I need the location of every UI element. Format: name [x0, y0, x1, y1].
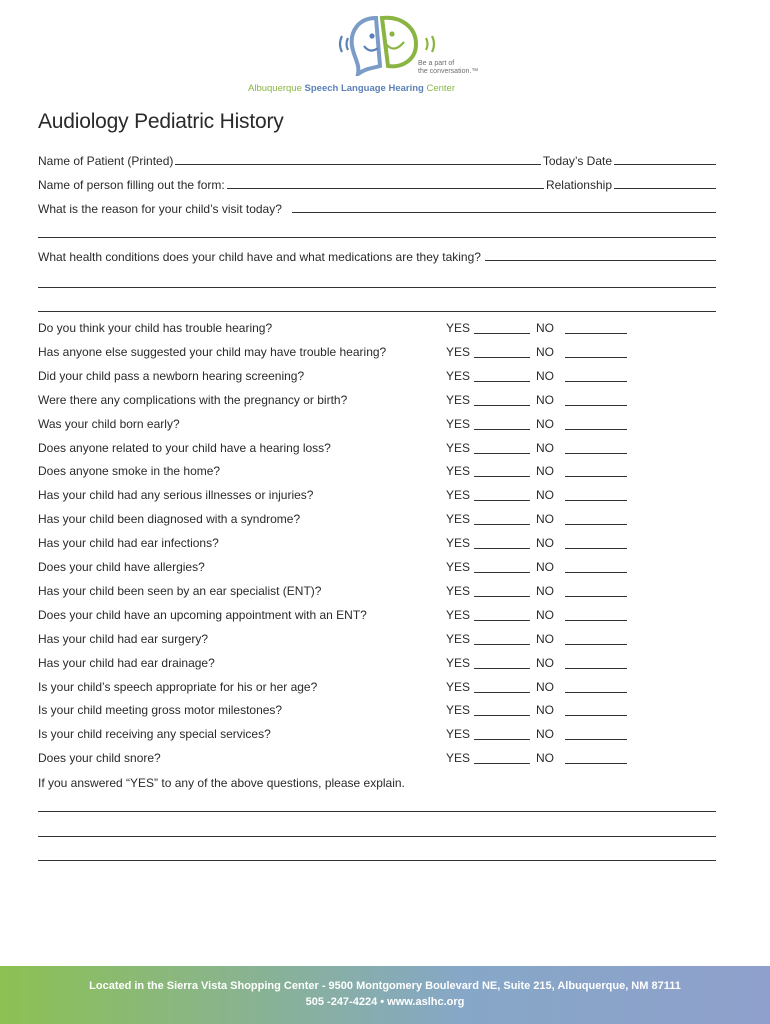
no-label: NO [536, 536, 554, 551]
tagline: Be a part of the conversation.™ [418, 60, 479, 75]
yes-label: YES [446, 631, 471, 646]
no-answer-field[interactable] [565, 548, 627, 549]
yes-answer-field[interactable] [474, 668, 530, 669]
no-label: NO [536, 679, 554, 694]
no-answer-field[interactable] [565, 453, 627, 454]
health-label: What health conditions does your child have and what medications are they taking? [38, 250, 481, 264]
yes-label: YES [446, 727, 471, 742]
yes-label: YES [446, 321, 471, 335]
no-answer-field[interactable] [565, 500, 627, 501]
no-answer-field[interactable] [565, 429, 627, 430]
question-label: Does your child have allergies? [38, 560, 205, 574]
no-label: NO [536, 560, 554, 574]
question-label: Were there any complications with the pregnancy or birth? [38, 392, 348, 407]
yes-label: YES [446, 679, 471, 694]
no-label: NO [536, 512, 554, 527]
question-row [38, 393, 718, 411]
no-label: NO [536, 703, 554, 718]
reason-field-line-2[interactable] [38, 237, 716, 238]
no-answer-field[interactable] [565, 405, 627, 406]
question-row [38, 608, 718, 626]
question-row [38, 512, 718, 530]
yes-answer-field[interactable] [474, 620, 530, 621]
yes-answer-field[interactable] [474, 524, 530, 525]
question-label: Has your child been seen by an ear specialist (ENT)? [38, 583, 322, 598]
explain-label: If you answered “YES” to any of the above questions, please explain. [38, 776, 405, 790]
question-label: Does anyone smoke in the home? [38, 464, 221, 479]
no-label: NO [536, 344, 554, 359]
org-name-suffix: Center [423, 83, 455, 94]
yes-answer-field[interactable] [474, 763, 530, 764]
no-answer-field[interactable] [565, 333, 627, 334]
question-label: Was your child born early? [38, 416, 180, 431]
no-label: NO [536, 631, 554, 646]
org-name [248, 83, 508, 94]
question-label: Is your child’s speech appropriate for his or her age? [38, 679, 318, 694]
footer-contact: 505 -247-4224 • www.aslhc.org [305, 996, 465, 1008]
yes-label: YES [446, 368, 471, 383]
yes-answer-field[interactable] [474, 429, 530, 430]
question-row [38, 584, 718, 602]
relationship-label: Relationship [545, 178, 612, 192]
question-row [38, 560, 718, 578]
question-row [38, 727, 718, 745]
question-row [38, 632, 718, 650]
yes-label: YES [446, 464, 471, 479]
yes-label: YES [446, 560, 471, 574]
no-answer-field[interactable] [565, 476, 627, 477]
yes-label: YES [446, 536, 471, 551]
no-label: NO [536, 321, 554, 335]
question-label: Has anyone else suggested your child may have trouble hearing? [38, 344, 387, 359]
explain-field-line-1[interactable] [38, 811, 716, 812]
yes-label: YES [446, 751, 471, 766]
question-row [38, 536, 718, 554]
no-answer-field[interactable] [565, 692, 627, 693]
yes-answer-field[interactable] [474, 476, 530, 477]
no-answer-field[interactable] [565, 357, 627, 358]
no-answer-field[interactable] [565, 763, 627, 764]
question-label: Does your child snore? [38, 751, 161, 766]
date-field[interactable] [614, 163, 716, 165]
filler-label: Name of person filling out the form: [38, 178, 225, 192]
reason-row [38, 200, 718, 216]
patient-row [38, 152, 718, 168]
yes-answer-field[interactable] [474, 381, 530, 382]
yes-answer-field[interactable] [474, 500, 530, 501]
health-field-line-3[interactable] [38, 311, 716, 312]
question-label: Is your child receiving any special services? [38, 727, 271, 742]
yes-label: YES [446, 344, 471, 359]
footer [0, 966, 770, 1024]
no-label: NO [536, 440, 554, 455]
yes-label: YES [446, 703, 471, 718]
yes-answer-field[interactable] [474, 739, 530, 740]
no-label: NO [536, 416, 554, 431]
question-row [38, 369, 718, 387]
date-label: Today’s Date [542, 154, 612, 168]
no-answer-field[interactable] [565, 644, 627, 645]
yes-answer-field[interactable] [474, 405, 530, 406]
no-label: NO [536, 583, 554, 598]
question-label: Has your child been diagnosed with a syndrome? [38, 512, 301, 527]
question-row [38, 441, 718, 459]
no-answer-field[interactable] [565, 524, 627, 525]
yes-label: YES [446, 607, 471, 622]
reason-field[interactable] [292, 211, 716, 213]
question-label: Is your child meeting gross motor milestones? [38, 703, 283, 718]
patient-label: Name of Patient (Printed) [38, 154, 174, 168]
question-row [38, 656, 718, 674]
yes-answer-field[interactable] [474, 453, 530, 454]
no-answer-field[interactable] [565, 739, 627, 740]
yes-answer-field[interactable] [474, 644, 530, 645]
yes-answer-field[interactable] [474, 572, 530, 573]
no-label: NO [536, 727, 554, 742]
question-label: Has your child had ear infections? [38, 536, 219, 551]
explain-field-line-2[interactable] [38, 836, 716, 837]
no-answer-field[interactable] [565, 572, 627, 573]
explain-field-line-3[interactable] [38, 860, 716, 861]
yes-label: YES [446, 392, 471, 407]
patient-name-field[interactable] [175, 163, 540, 165]
yes-label: YES [446, 512, 471, 527]
question-label: Has your child had ear surgery? [38, 631, 209, 646]
yes-label: YES [446, 440, 471, 455]
filler-row [38, 176, 718, 192]
yes-answer-field[interactable] [474, 715, 530, 716]
org-name-bold: Speech Language Hearing [304, 83, 424, 94]
no-label: NO [536, 392, 554, 407]
yes-answer-field[interactable] [474, 333, 530, 334]
no-label: NO [536, 655, 554, 670]
health-field[interactable] [485, 259, 716, 261]
yes-answer-field[interactable] [474, 548, 530, 549]
yes-answer-field[interactable] [474, 596, 530, 597]
question-row [38, 464, 718, 482]
yes-label: YES [446, 583, 471, 598]
question-label: Has your child had ear drainage? [38, 655, 215, 670]
question-row [38, 321, 718, 339]
yes-answer-field[interactable] [474, 692, 530, 693]
no-label: NO [536, 751, 554, 766]
question-row [38, 488, 718, 506]
question-row [38, 703, 718, 721]
no-answer-field[interactable] [565, 596, 627, 597]
question-label: Does anyone related to your child have a hearing loss? [38, 440, 331, 455]
org-name-prefix: Albuquerque [248, 83, 305, 94]
footer-address: Located in the Sierra Vista Shopping Center - 9500 Montgomery Boulevard NE, Suite 215, Albuquerque, NM 87111 [89, 980, 681, 992]
no-label: NO [536, 607, 554, 622]
relationship-field[interactable] [614, 187, 716, 189]
no-answer-field[interactable] [565, 381, 627, 382]
question-row [38, 680, 718, 698]
no-label: NO [536, 464, 554, 479]
no-answer-field[interactable] [565, 715, 627, 716]
question-row [38, 751, 718, 769]
no-label: NO [536, 488, 554, 503]
question-label: Has your child had any serious illnesses or injuries? [38, 488, 314, 503]
question-label: Did your child pass a newborn hearing screening? [38, 368, 305, 383]
health-field-line-2[interactable] [38, 287, 716, 288]
question-row [38, 345, 718, 363]
reason-label: What is the reason for your child’s visit today? [38, 202, 282, 216]
question-label: Do you think your child has trouble hearing? [38, 321, 273, 335]
question-label: Does your child have an upcoming appointment with an ENT? [38, 607, 367, 622]
question-row [38, 417, 718, 435]
page-title: Audiology Pediatric History [38, 110, 284, 133]
yes-label: YES [446, 416, 471, 431]
yes-label: YES [446, 488, 471, 503]
health-row [38, 248, 718, 264]
yes-answer-field[interactable] [474, 357, 530, 358]
no-answer-field[interactable] [565, 620, 627, 621]
no-label: NO [536, 368, 554, 383]
no-answer-field[interactable] [565, 668, 627, 669]
filler-name-field[interactable] [227, 187, 544, 189]
yes-label: YES [446, 655, 471, 670]
